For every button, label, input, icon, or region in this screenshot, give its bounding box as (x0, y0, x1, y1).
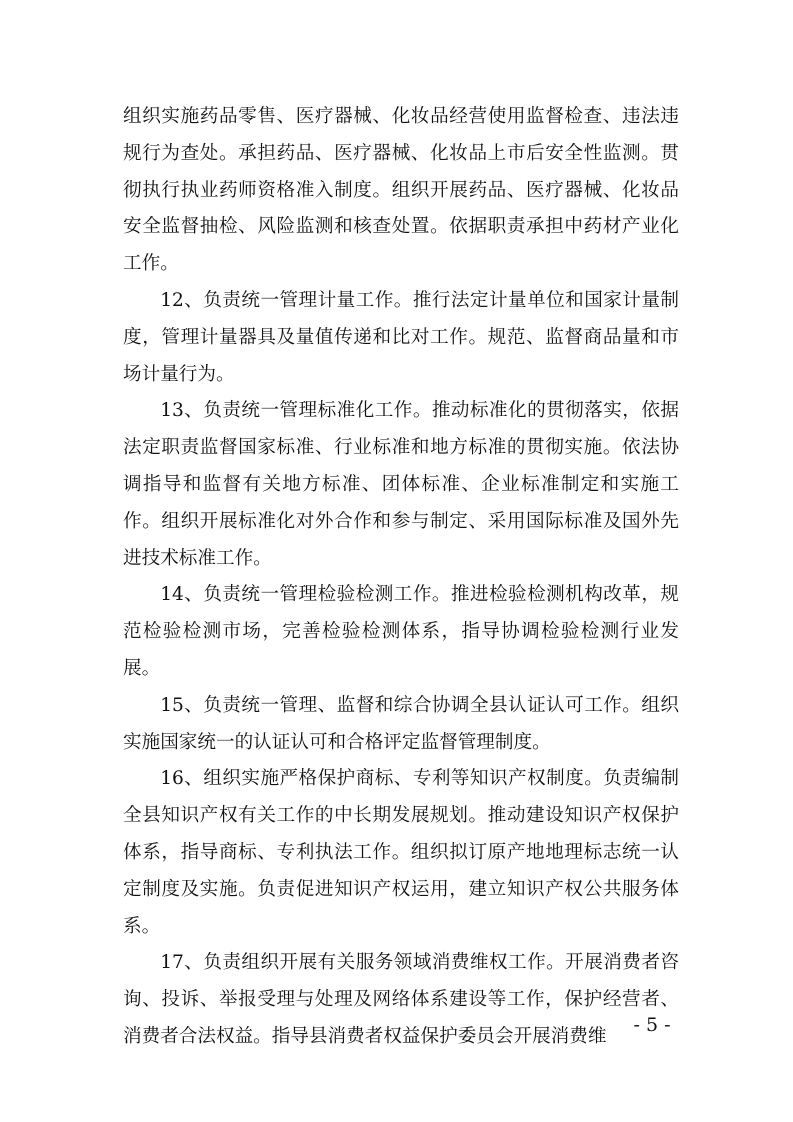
paragraph-item-17: 17、负责组织开展有关服务领域消费维权工作。开展消费者咨询、投诉、举报受理与处理及网络体系建设等工作，保护经营者、消费者合法权益。指导县消费者权益保护委员会开展消费维 (123, 952, 679, 1047)
paragraph-item-14: 14、负责统一管理检验检测工作。推进检验检测机构改革，规范检验检测市场，完善检验检测体系，指导协调检验检测行业发展。 (123, 584, 679, 679)
paragraph-item-15: 15、负责统一管理、监督和综合协调全县认证认可工作。组织实施国家统一的认证认可和合格评定监督管理制度。 (123, 694, 679, 753)
paragraph-item-12: 12、负责统一管理计量工作。推行法定计量单位和国家计量制度，管理计量器具及量值传递和比对工作。规范、监督商品量和市场计量行为。 (123, 289, 679, 385)
paragraph-continuation: 组织实施药品零售、医疗器械、化妆品经营使用监督检查、违法违规行为查处。承担药品、医疗器械、化妆品上市后安全性监测。贯彻执行执业药师资格准入制度。组织开展药品、医疗器械、化妆品安全监督抽检、风险监测和核查处置。依据职责承担中药材产业化工作。 (123, 106, 679, 275)
document-body (123, 99, 679, 1056)
paragraph-item-16: 16、组织实施严格保护商标、专利等知识产权制度。负责编制全县知识产权有关工作的中长期发展规划。推动建设知识产权保护体系，指导商标、专利执法工作。组织拟订原产地地理标志统一认定制度及实施。负责促进知识产权运用，建立知识产权公共服务体系。 (123, 768, 679, 937)
page-number: - 5 - (633, 1014, 671, 1036)
paragraph-item-13: 13、负责统一管理标准化工作。推动标准化的贯彻落实，依据法定职责监督国家标准、行业标准和地方标准的贯彻实施。依法协调指导和监督有关地方标准、团体标准、企业标准制定和实施工作。组织开展标准化对外合作和参与制定、采用国际标准及国外先进技术标准工作。 (123, 400, 679, 569)
